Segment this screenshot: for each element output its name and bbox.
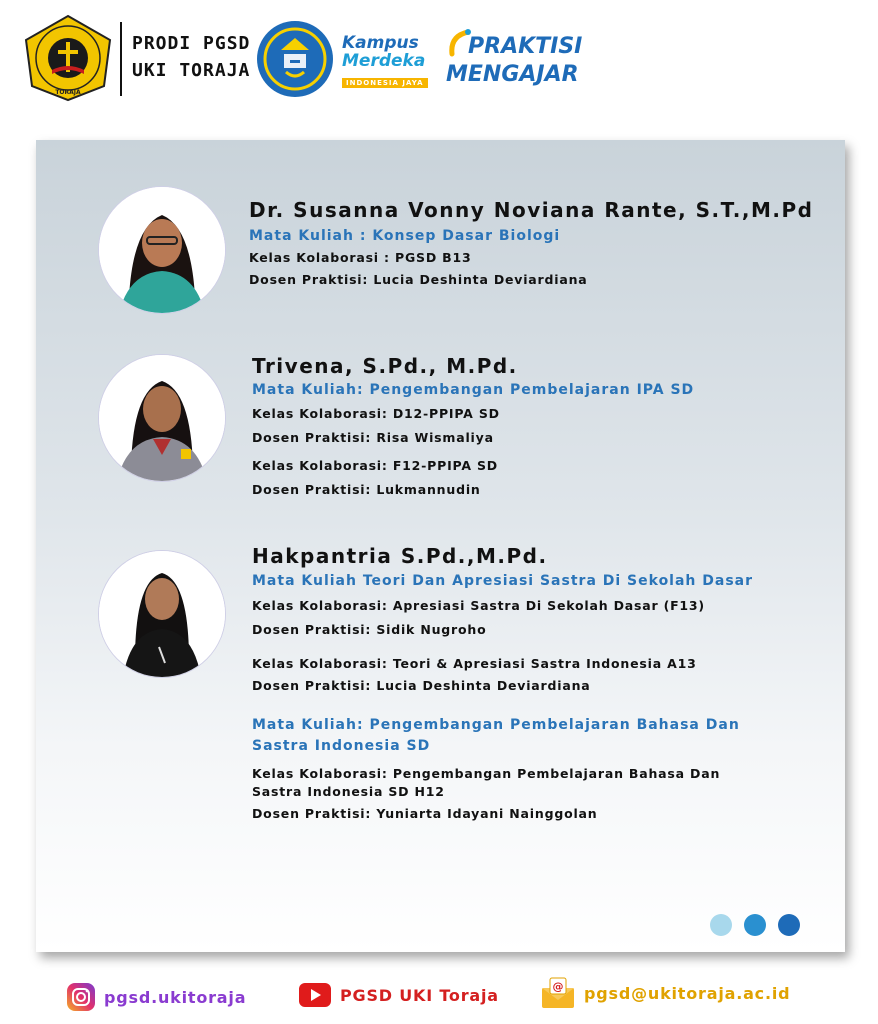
praktisi-mengajar-logo [446,24,586,94]
youtube-link[interactable] [298,982,499,1008]
person-name: Dr. Susanna Vonny Noviana Rante, S.T.,M.Pd [249,198,814,222]
info-line: Kelas Kolaborasi: F12-PPIPA SD [252,458,498,473]
info-line: Kelas Kolaborasi: D12-PPIPA SD [252,406,500,421]
info-line: Dosen Praktisi: Lucia Deshinta Deviardiana [252,678,591,693]
course-label-2-line2: Sastra Indonesia SD [252,738,431,754]
avatar-trivena [98,354,226,482]
header-divider [120,22,122,96]
course-label: Mata Kuliah : Konsep Dasar Biologi [249,228,561,244]
course-label: Mata Kuliah Teori Dan Apresiasi Sastra Di Sekolah Dasar [252,573,754,589]
svg-text:TORAJA: TORAJA [55,89,81,96]
footer [0,966,878,1024]
info-line: Kelas Kolaborasi: Pengembangan Pembelajaran Bahasa Dan [252,766,721,781]
youtube-icon [298,982,332,1008]
prodi-line1: PRODI PGSD [132,33,251,54]
svg-text:@: @ [552,980,564,993]
avatar-susanna [98,186,226,314]
info-line: Sastra Indonesia SD H12 [252,784,445,799]
email-link[interactable] [540,976,790,1010]
info-line: Dosen Praktisi: Lukmannudin [252,482,481,497]
kampus-merdeka-logo [342,34,434,89]
instagram-icon [66,982,96,1012]
dot-dark [778,914,800,936]
course-label-2-line1: Mata Kuliah: Pengembangan Pembelajaran Bahasa Dan [252,717,740,733]
tut-wuri-handayani-logo [256,20,334,98]
info-line: Dosen Praktisi: Risa Wismaliya [252,430,494,445]
instagram-handle: pgsd.ukitoraja [104,987,247,1007]
info-line: Dosen Praktisi: Yuniarta Idayani Nainggolan [252,806,598,821]
email-icon [540,976,576,1010]
header [0,0,878,120]
email-address: pgsd@ukitoraja.ac.id [584,983,791,1003]
instagram-link[interactable] [66,982,246,1012]
youtube-channel: PGSD UKI Toraja [340,985,499,1005]
prodi-line2: UKI TORAJA [132,60,251,81]
course-label: Mata Kuliah: Pengembangan Pembelajaran IPA SD [252,382,695,398]
kampus-tag: INDONESIA JAYA [342,78,428,88]
kampus-line1: Kampus [342,33,419,53]
dot-medium [744,914,766,936]
praktisi-line1: PRAKTISI [468,34,583,59]
content-card [36,140,845,952]
avatar-hakpantria [98,550,226,678]
info-line: Kelas Kolaborasi: Apresiasi Sastra Di Sekolah Dasar (F13) [252,598,705,613]
dot-light [710,914,732,936]
prodi-title [132,30,250,84]
praktisi-line2: MENGAJAR [446,62,579,87]
kampus-line2: Merdeka [342,51,426,71]
person-name: Trivena, S.Pd., M.Pd. [252,354,518,378]
person-name: Hakpantria S.Pd.,M.Pd. [252,544,548,568]
info-line: Dosen Praktisi: Sidik Nugroho [252,622,487,637]
uki-toraja-logo [22,14,114,102]
info-line: Kelas Kolaborasi : PGSD B13 [249,250,472,265]
info-line: Kelas Kolaborasi: Teori & Apresiasi Sastra Indonesia A13 [252,656,697,671]
info-line: Dosen Praktisi: Lucia Deshinta Deviardiana [249,272,588,287]
